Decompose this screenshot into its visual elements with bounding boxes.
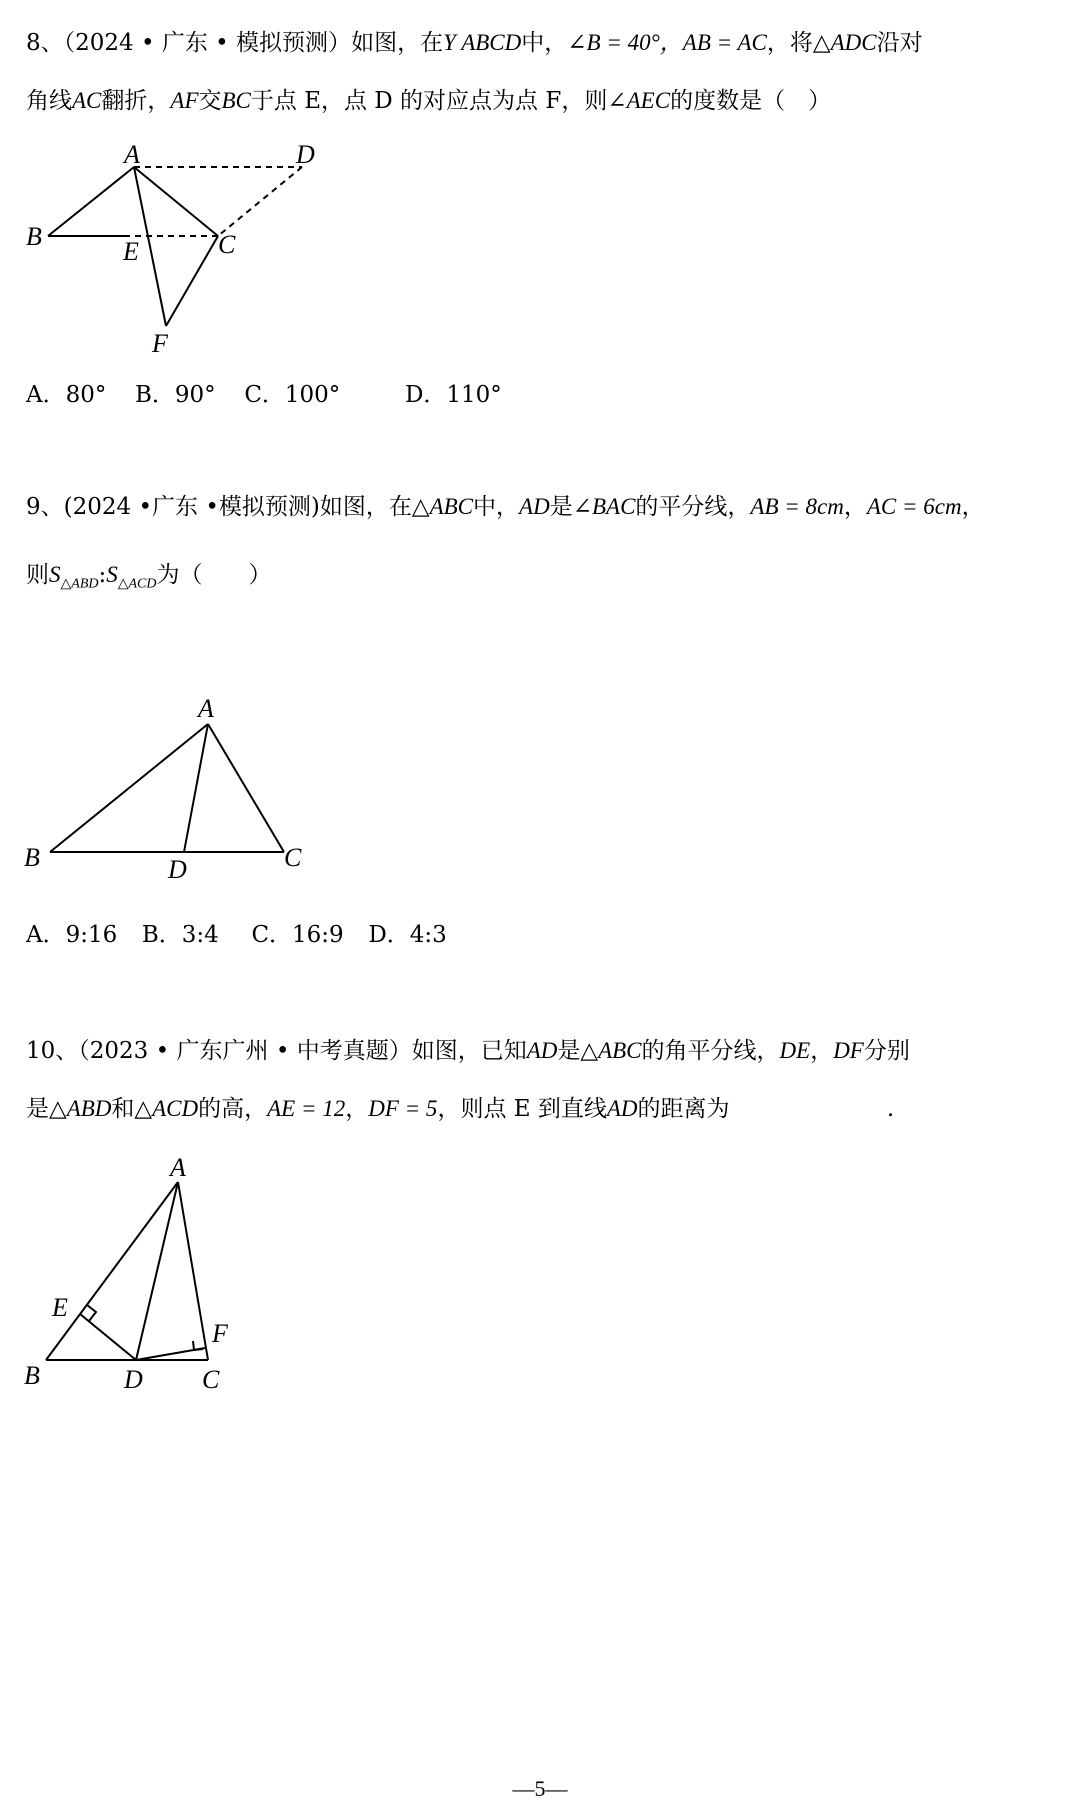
q8-text: ，将△ xyxy=(766,30,831,56)
q9-label-D: D xyxy=(168,855,187,884)
q9-sub: △ABD xyxy=(60,576,99,592)
q8-label-B: B xyxy=(26,222,42,251)
q10-var: DE xyxy=(779,1038,811,1063)
q9-text: 为（ ） xyxy=(156,562,272,588)
q10-var: ABD xyxy=(66,1096,112,1121)
q9-text: 中， xyxy=(473,494,520,520)
q8-text: 于点 E，点 D 的对应点为点 F，则∠ xyxy=(250,88,627,114)
q10-label-A: A xyxy=(170,1153,186,1182)
q9-source: (2024 •广东 •模拟预测) xyxy=(63,494,320,520)
q9-number: 9、 xyxy=(26,494,64,520)
q10-text: 的角平分线， xyxy=(641,1038,780,1064)
q10-var: AE = 12 xyxy=(267,1096,346,1121)
q8-option-b[interactable]: B．90° xyxy=(135,382,216,408)
q9-text: 如图，在 xyxy=(319,494,412,520)
q9-var: △ABC xyxy=(411,494,474,519)
q8-label-D: D xyxy=(296,140,315,169)
q8-var: AF xyxy=(170,88,199,113)
q8-label-C: C xyxy=(218,230,236,259)
q8-text: 沿对 xyxy=(876,30,923,56)
q10-source: （2023 • 广东广州 • 中考真题） xyxy=(78,1038,412,1064)
q10-text: 和 xyxy=(111,1096,135,1122)
q10-text: ， xyxy=(810,1038,834,1064)
q9-option-a[interactable]: A．9:16 xyxy=(26,922,118,948)
q9-option-b[interactable]: B．3:4 xyxy=(141,922,219,948)
q10-var: △ABC xyxy=(580,1038,642,1063)
q9-var: AB = 8cm xyxy=(750,494,844,519)
q9-label-B: B xyxy=(24,843,40,872)
q9-option-d[interactable]: D．4:3 xyxy=(368,922,447,948)
page-number: —5— xyxy=(512,1776,568,1801)
q10-var: DF xyxy=(833,1038,864,1063)
q10-label-C: C xyxy=(202,1365,220,1394)
q10-number: 10、 xyxy=(26,1038,79,1064)
q9-var: S xyxy=(106,562,118,587)
q10-label-F: F xyxy=(212,1319,228,1348)
q9-text: : xyxy=(98,562,107,588)
q8-text: 交 xyxy=(198,88,222,114)
q10-text: 是 xyxy=(557,1038,581,1064)
q10-label-B: B xyxy=(24,1361,40,1390)
q8-triangle: ADC xyxy=(830,30,877,55)
q8-parallelogram: Y ABCD xyxy=(443,30,522,55)
q9-text: 的平分线， xyxy=(635,494,751,520)
q8-label-A: A xyxy=(124,140,140,169)
q8-label-F: F xyxy=(152,329,168,358)
q8-var: BC xyxy=(221,88,251,113)
q10-var: DF = 5 xyxy=(368,1096,438,1121)
q8-angle: ∠B = 40°， xyxy=(567,30,683,55)
q8-text: 如图，在 xyxy=(351,30,444,56)
q9-var: AD xyxy=(519,494,550,519)
q10-label-E: E xyxy=(52,1293,68,1322)
q10-var: AD xyxy=(606,1096,638,1121)
q9-var: BAC xyxy=(591,494,636,519)
q8-text: 翻折， xyxy=(101,88,171,114)
q8-label-E: E xyxy=(123,237,139,266)
q9-option-c[interactable]: C．16:9 xyxy=(251,922,344,948)
q10-text: 的高， xyxy=(198,1096,268,1122)
q10-text: ，则点 E 到直线 xyxy=(437,1096,607,1122)
q9-text: 是∠ xyxy=(549,494,592,520)
q8-var: AC xyxy=(72,88,102,113)
q9-text: ， xyxy=(843,494,867,520)
q8-option-c[interactable]: C．100° xyxy=(244,382,341,408)
q8-number: 8、 xyxy=(26,30,64,56)
q8-source: （2024 • 广东 • 模拟预测） xyxy=(63,30,352,56)
q10-text: . xyxy=(886,1096,895,1122)
q9-text: ， xyxy=(961,494,985,520)
q8-text: 中， xyxy=(521,30,568,56)
q10-text: 如图，已知 xyxy=(411,1038,527,1064)
q8-equation: AB = AC xyxy=(682,30,767,55)
q10-label-D: D xyxy=(124,1365,143,1394)
q9-text: 则 xyxy=(26,562,49,588)
q10-text: 是△ xyxy=(26,1096,67,1122)
q9-var: AC = 6cm xyxy=(866,494,962,519)
q8-text: 角线 xyxy=(26,88,72,114)
q9-label-A: A xyxy=(198,694,214,723)
q8-text: 的度数是（ ） xyxy=(670,88,832,114)
q9-var: S xyxy=(49,562,61,587)
q10-text: 分别 xyxy=(863,1038,910,1064)
q8-option-d[interactable]: D．110° xyxy=(404,382,502,408)
q10-var: AD xyxy=(526,1038,558,1063)
q10-figure-lines xyxy=(46,1182,208,1360)
q9-label-C: C xyxy=(284,843,302,872)
q9-sub: △ACD xyxy=(117,576,157,592)
q10-text: 的距离为 xyxy=(637,1096,730,1122)
q10-var: △ACD xyxy=(134,1096,199,1121)
q8-option-a[interactable]: A．80° xyxy=(26,382,107,408)
q10-text: ， xyxy=(345,1096,369,1122)
q8-var: AEC xyxy=(626,88,671,113)
